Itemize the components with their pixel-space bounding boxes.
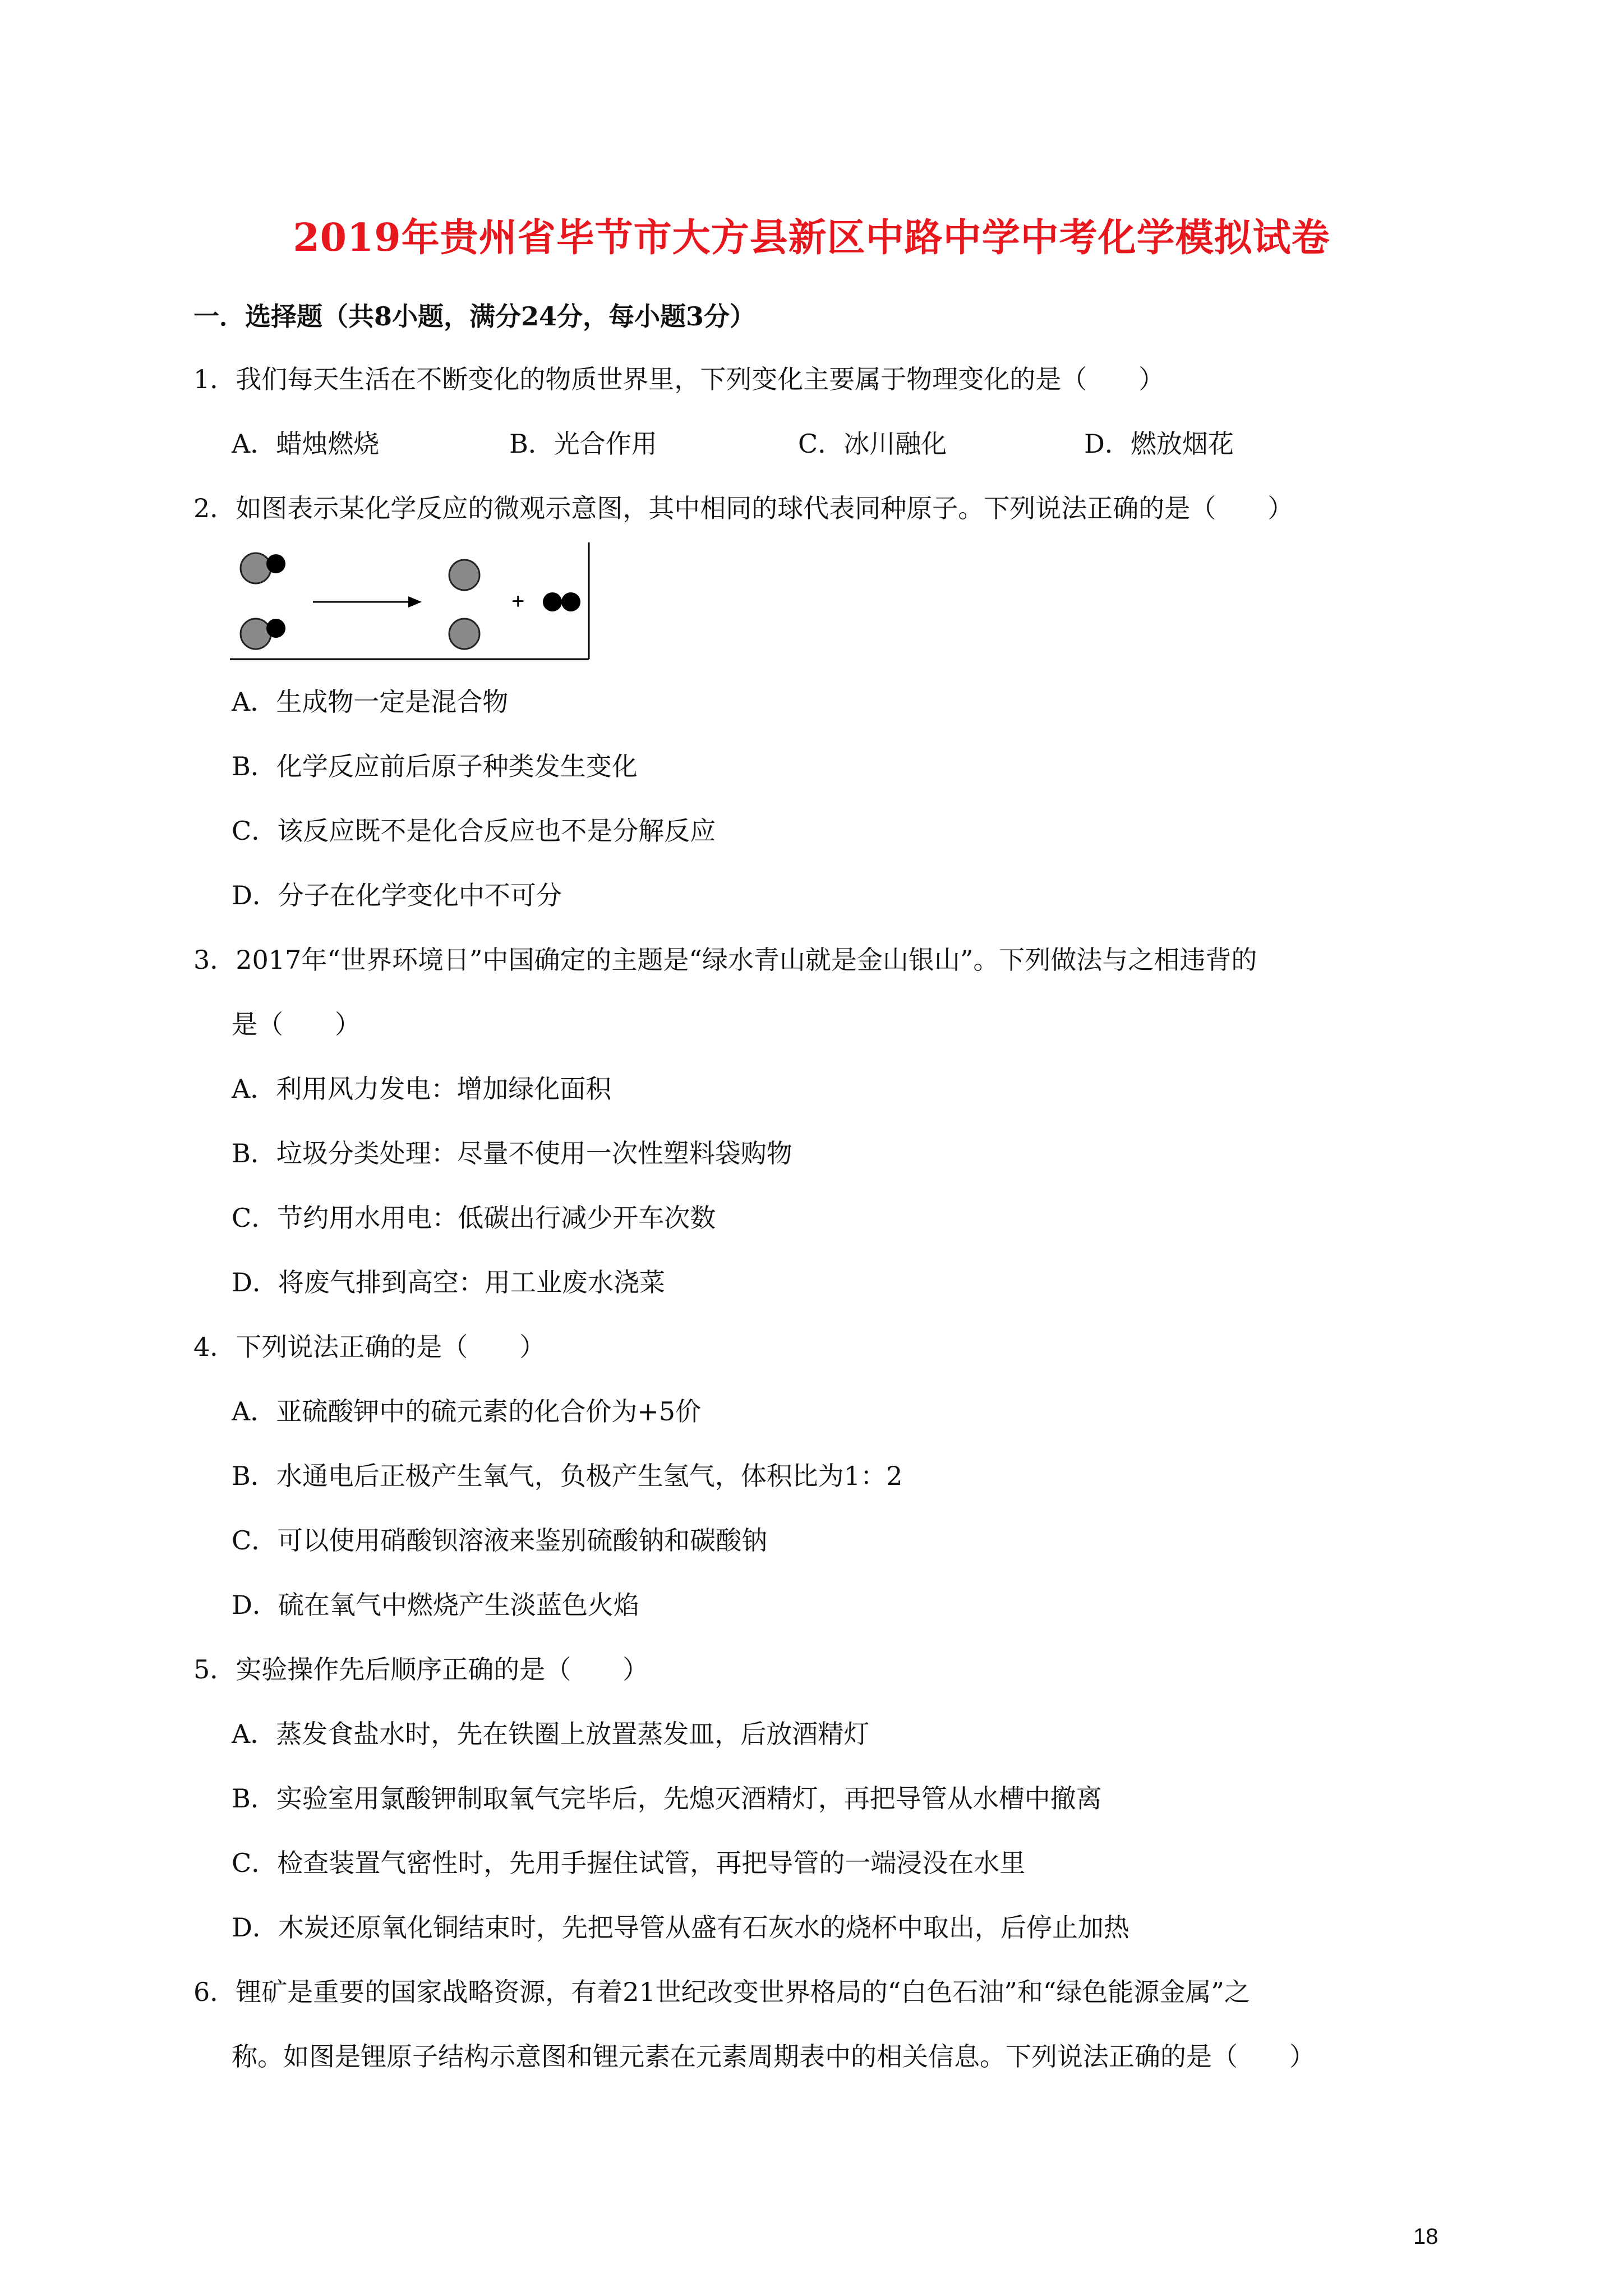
question-2-option-c: C．该反应既不是化合反应也不是分解反应 (232, 816, 716, 846)
question-3-stem: 3．2017年“世界环境日”中国确定的主题是“绿水青山就是金山银山”。下列做法与之相违背的 (193, 945, 1257, 975)
plus-sign: + (511, 589, 525, 614)
question-4-option-c: C．可以使用硝酸钡溶液来鉴别硫酸钠和碳酸钠 (232, 1525, 768, 1556)
question-2-option-b: B．化学反应前后原子种类发生变化 (232, 751, 638, 781)
question-1-option-d: D．燃放烟花 (1084, 429, 1234, 459)
page-number: 18 (1413, 2224, 1438, 2249)
question-1-options (232, 424, 1353, 457)
question-4-option-b: B．水通电后正极产生氧气，负极产生氢气，体积比为1：2 (232, 1461, 903, 1491)
question-2-option-d: D．分子在化学变化中不可分 (232, 880, 562, 910)
question-6-stem: 6．锂矿是重要的国家战略资源，有着21世纪改变世界格局的“白色石油”和“绿色能源金属”之 (193, 1977, 1250, 2007)
question-3-stem-continued: 是（ ） (232, 1009, 361, 1039)
question-1-stem: 1．我们每天生活在不断变化的物质世界里，下列变化主要属于物理变化的是（ ） (193, 364, 1165, 394)
question-5-option-c: C．检查装置气密性时，先用手握住试管，再把导管的一端浸没在水里 (232, 1848, 1026, 1878)
question-5-stem: 5．实验操作先后顺序正确的是（ ） (193, 1654, 649, 1685)
section-heading: 一．选择题（共8小题，满分24分，每小题3分） (193, 301, 756, 332)
question-5-option-d: D．木炭还原氧化铜结束时，先把导管从盛有石灰水的烧杯中取出，后停止加热 (232, 1912, 1129, 1943)
question-3-option-a: A．利用风力发电：增加绿化面积 (232, 1074, 612, 1104)
question-1-option-b: B．光合作用 (509, 429, 657, 459)
exam-title: 2019年贵州省毕节市大方县新区中路中学中考化学模拟试卷 (293, 215, 1330, 260)
question-2-stem: 2．如图表示某化学反应的微观示意图，其中相同的球代表同种原子。下列说法正确的是（ ） (193, 493, 1294, 523)
product-atom-2 (449, 619, 479, 649)
question-2-option-a: A．生成物一定是混合物 (232, 687, 509, 717)
question-1-option-c: C．冰川融化 (798, 429, 947, 459)
product-atom-1 (449, 560, 479, 590)
question-4-option-d: D．硫在氧气中燃烧产生淡蓝色火焰 (232, 1590, 639, 1620)
question-3-option-b: B．垃圾分类处理：尽量不使用一次性塑料袋购物 (232, 1138, 792, 1168)
question-3-option-d: D．将废气排到高空：用工业废水浇菜 (232, 1267, 665, 1297)
question-3-option-c: C．节约用水用电：低碳出行减少开车次数 (232, 1203, 716, 1233)
question-6-stem-continued: 称。如图是锂原子结构示意图和锂元素在元素周期表中的相关信息。下列说法正确的是（ ） (232, 2041, 1315, 2072)
reaction-diagram (230, 541, 594, 665)
question-5-option-b: B．实验室用氯酸钾制取氧气完毕后，先熄灭酒精灯，再把导管从水槽中撤离 (232, 1783, 1102, 1814)
question-4-option-a: A．亚硫酸钾中的硫元素的化合价为+5价 (232, 1396, 702, 1427)
reactant-molecule-1 (241, 553, 285, 583)
question-5-option-a: A．蒸发食盐水时，先在铁圈上放置蒸发皿，后放酒精灯 (232, 1719, 870, 1749)
question-1-option-a: A．蜡烛燃烧 (232, 429, 380, 459)
question-4-stem: 4．下列说法正确的是（ ） (193, 1332, 546, 1362)
reaction-arrow (313, 596, 422, 608)
reactant-molecule-2 (241, 619, 285, 649)
product-molecule (543, 592, 580, 611)
